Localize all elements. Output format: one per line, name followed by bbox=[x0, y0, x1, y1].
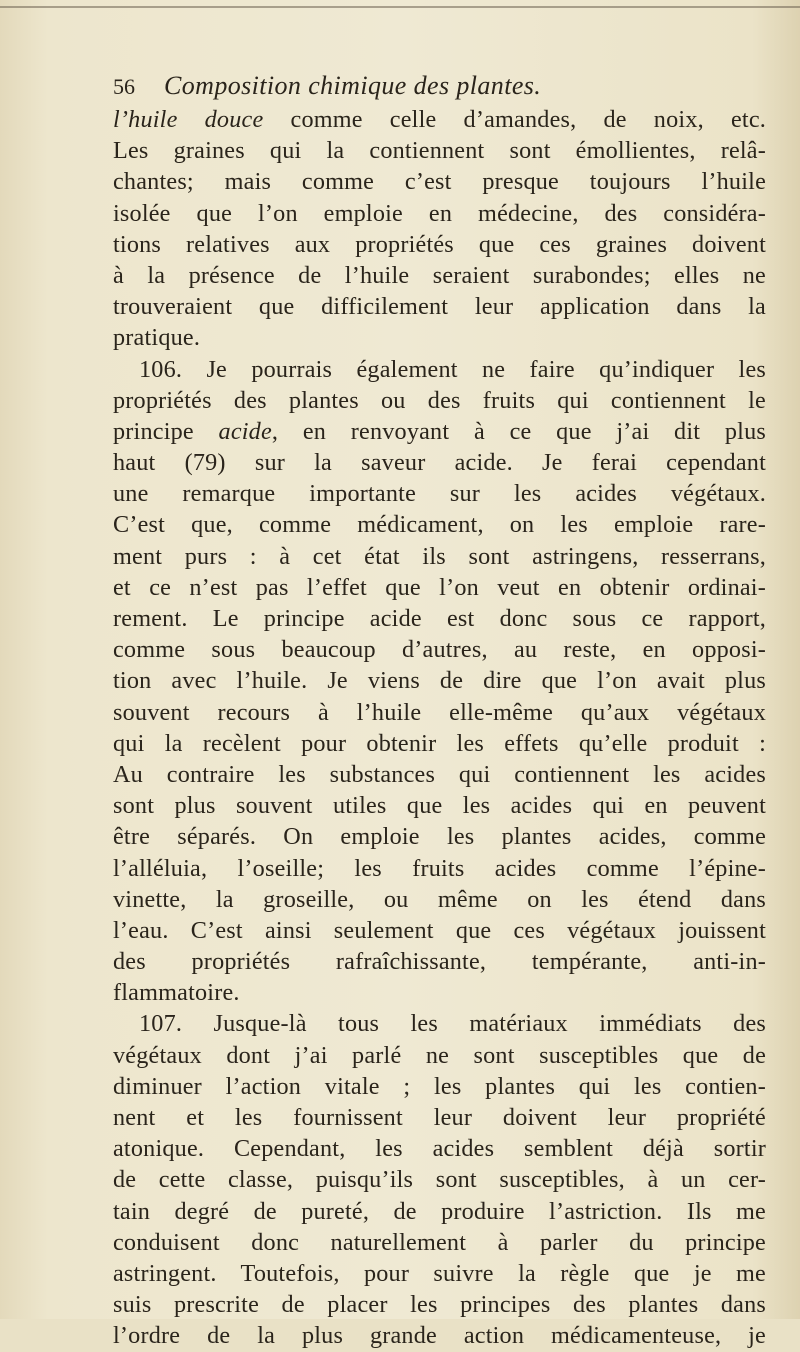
text-segment: astringent. Toutefois, pour suivre la règle que je me bbox=[113, 1259, 766, 1287]
text-line bbox=[113, 853, 766, 884]
text-line bbox=[113, 884, 766, 915]
text-segment: tions relatives aux propriétés que ces graines doivent bbox=[113, 230, 766, 258]
text-line bbox=[113, 1164, 766, 1195]
text-line bbox=[113, 759, 766, 790]
text-segment: sont plus souvent utiles que les acides qui en peuvent bbox=[113, 792, 766, 820]
text-line bbox=[113, 416, 766, 447]
text-segment: tion avec l’huile. Je viens de dire que l’on avait plus bbox=[113, 667, 766, 695]
text-segment: flammatoire. bbox=[113, 979, 240, 1007]
text-line bbox=[113, 104, 766, 135]
text-segment: souvent recours à l’huile elle-même qu’aux végétaux bbox=[113, 698, 766, 726]
text-line bbox=[113, 1040, 766, 1071]
text-line bbox=[113, 728, 766, 759]
italic-text-segment: l’huile douce bbox=[113, 106, 264, 133]
text-segment: pratique. bbox=[113, 324, 201, 352]
text-segment: tain degré de pureté, de produire l’astriction. Ils me bbox=[113, 1197, 766, 1225]
text-line bbox=[113, 509, 766, 540]
text-line bbox=[113, 354, 766, 385]
text-segment: nent et les fournissent leur doivent leur propriété bbox=[113, 1104, 766, 1131]
text-segment: rement. Le principe acide est donc sous ce rapport, bbox=[113, 605, 766, 632]
text-segment: chantes; mais comme c’est presque toujours l’huile bbox=[113, 168, 766, 196]
text-line bbox=[113, 1258, 766, 1289]
top-rule-divider bbox=[0, 6, 800, 8]
text-line bbox=[113, 1289, 766, 1320]
text-segment: isolée que l’on emploie en médecine, des considéra- bbox=[113, 199, 766, 227]
text-line bbox=[113, 1133, 766, 1164]
text-line bbox=[113, 977, 766, 1008]
text-segment: comme sous beaucoup d’autres, au reste, en opposi- bbox=[113, 636, 766, 664]
text-segment: Les graines qui la contiennent sont émollientes, relâ- bbox=[113, 137, 766, 165]
text-segment: C’est que, comme médicament, on les emploie rare- bbox=[113, 511, 766, 539]
text-segment: être séparés. On emploie les plantes acides, comme bbox=[113, 823, 766, 851]
text-segment: suis prescrite de placer les principes des plantes dans bbox=[113, 1291, 766, 1319]
text-segment: 106. Je pourrais également ne faire qu’indiquer les bbox=[139, 355, 766, 383]
text-line bbox=[113, 603, 766, 634]
text-line bbox=[113, 1071, 766, 1102]
text-line bbox=[113, 166, 766, 197]
text-segment: comme celle d’amandes, de noix, etc. bbox=[263, 106, 767, 133]
text-line bbox=[113, 915, 766, 946]
text-line bbox=[113, 322, 766, 353]
text-segment: qui la recèlent pour obtenir les effets qu’elle produit : bbox=[113, 729, 766, 757]
page-number: 56 bbox=[113, 74, 135, 99]
text-line bbox=[113, 1196, 766, 1227]
text-line bbox=[113, 821, 766, 852]
running-title: Composition chimique des plantes. bbox=[164, 71, 542, 100]
text-line bbox=[113, 291, 766, 322]
text-line bbox=[113, 1008, 766, 1039]
text-segment: propriétés des plantes ou des fruits qui contiennent le bbox=[113, 386, 766, 414]
text-segment: et ce n’est pas l’effet que l’on veut en obtenir ordinai- bbox=[113, 573, 766, 601]
text-line bbox=[113, 946, 766, 977]
text-line bbox=[113, 665, 766, 696]
text-segment: conduisent donc naturellement à parler du principe bbox=[113, 1228, 766, 1256]
text-line bbox=[113, 198, 766, 229]
text-line bbox=[113, 572, 766, 603]
text-segment: 107. Jusque-là tous les matériaux immédiats des bbox=[139, 1010, 766, 1038]
text-line bbox=[113, 1320, 766, 1351]
text-segment: à la présence de l’huile seraient surabondes; elles ne bbox=[113, 261, 766, 289]
page-header bbox=[113, 68, 773, 104]
text-segment: l’ordre de la plus grande action médicamenteuse, je bbox=[113, 1322, 766, 1350]
text-line bbox=[113, 541, 766, 572]
text-segment: l’alléluia, l’oseille; les fruits acides comme l’épine- bbox=[113, 854, 766, 882]
text-line bbox=[113, 1102, 766, 1133]
text-line bbox=[113, 790, 766, 821]
body-text bbox=[113, 104, 766, 1352]
text-segment: ment purs : à cet état ils sont astringens, resserrans, bbox=[113, 542, 766, 570]
text-line bbox=[113, 385, 766, 416]
text-segment: une remarque importante sur les acides végétaux. bbox=[113, 480, 766, 508]
text-segment: Au contraire les substances qui contiennent les acides bbox=[113, 760, 766, 788]
text-segment: des propriétés rafraîchissante, tempérante, anti-in- bbox=[113, 948, 766, 976]
text-line bbox=[113, 478, 766, 509]
text-segment: vinette, la groseille, ou même on les étend dans bbox=[113, 885, 766, 913]
text-segment: atonique. Cependant, les acides semblent déjà sortir bbox=[113, 1135, 766, 1163]
italic-text-segment: acide bbox=[218, 417, 272, 445]
text-segment: , en renvoyant à ce que j’ai dit plus bbox=[271, 417, 766, 445]
text-segment: diminuer l’action vitale ; les plantes qui les contien- bbox=[113, 1072, 766, 1100]
text-line bbox=[113, 1227, 766, 1258]
text-line bbox=[113, 229, 766, 260]
text-line bbox=[113, 135, 766, 166]
text-segment: trouveraient que difficilement leur application dans la bbox=[113, 293, 766, 321]
text-segment: de cette classe, puisqu’ils sont susceptibles, à un cer- bbox=[113, 1166, 766, 1194]
text-line bbox=[113, 634, 766, 665]
text-line bbox=[113, 447, 766, 478]
text-segment: l’eau. C’est ainsi seulement que ces végétaux jouissent bbox=[113, 916, 766, 944]
text-segment: végétaux dont j’ai parlé ne sont susceptibles que de bbox=[113, 1041, 766, 1069]
text-segment: haut (79) sur la saveur acide. Je ferai cependant bbox=[113, 449, 766, 477]
text-segment: principe bbox=[113, 417, 219, 445]
text-line bbox=[113, 697, 766, 728]
text-line bbox=[113, 260, 766, 291]
